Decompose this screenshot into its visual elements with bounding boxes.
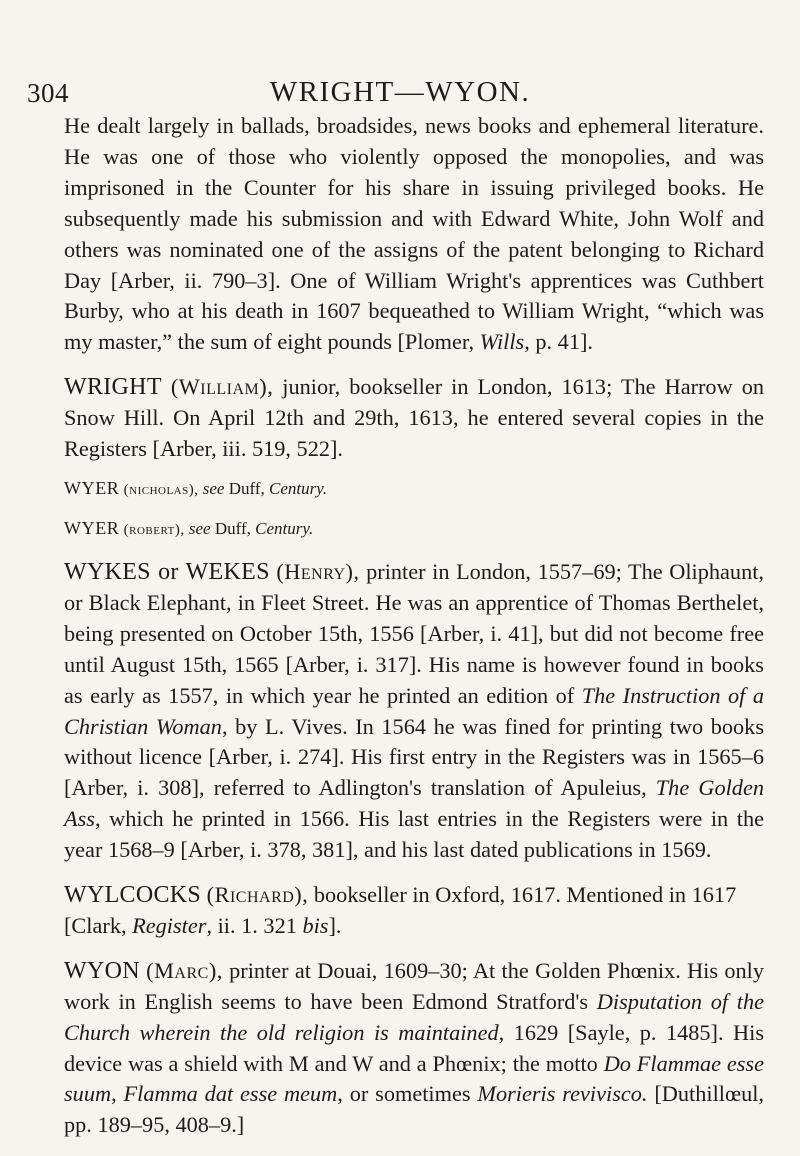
italic-title: The Instruction of a Christian Woman bbox=[64, 682, 765, 739]
italic-word: bis bbox=[302, 912, 329, 938]
entry-wylcocks-richard bbox=[64, 880, 764, 942]
entry-wright-william bbox=[64, 372, 764, 465]
entry-text: , by L. Vives. In 1564 he was fined for printing two books without licence [Arber, i. 274]. His first entry in the Registers was in 1565–6 [Arber, i. 308], referred to Adlington's translation of Apuleius, bbox=[64, 713, 765, 801]
page-number: 304 bbox=[27, 78, 69, 108]
entry-headword: WYER bbox=[64, 477, 120, 498]
entry-headword: WRIGHT bbox=[64, 374, 162, 401]
see-reference: see bbox=[198, 478, 225, 498]
entry-text: , 1629 [Sayle, p. 1485]. His device was a shield with M and W and a Phœnix; the motto bbox=[64, 1019, 764, 1076]
entry-text: ]. bbox=[328, 912, 342, 938]
italic-motto: Morieris revivisco. bbox=[477, 1081, 648, 1107]
entry-wykes-henry bbox=[64, 557, 764, 866]
entry-forename: (robert), bbox=[123, 521, 185, 538]
entry-headword: WYLCOCKS bbox=[64, 882, 202, 909]
entry-text: bookseller in Oxford, 1617. Mentioned in 1617 [Clark, bbox=[64, 882, 737, 938]
entry-text: , which he printed in 1566. His last entries in the Registers were in the year 1568–9 [Arber, i. 378, 381], and his last dated publications in 1569. bbox=[64, 806, 764, 863]
entry-text: , bbox=[111, 1081, 124, 1107]
italic-title: Wills bbox=[479, 329, 525, 355]
entry-forename: (Henry), bbox=[276, 558, 360, 584]
entry-forename: (William), bbox=[170, 374, 274, 400]
entry-text: , p. 41]. bbox=[524, 329, 593, 355]
page-header bbox=[0, 66, 800, 106]
entry-wyer-nicholas bbox=[64, 475, 764, 503]
entry-forename: (Richard), bbox=[206, 882, 309, 908]
entry-text: Duff, bbox=[210, 518, 256, 538]
entry-text: [Duthillœul, pp. 189–95, 408–9.] bbox=[64, 1081, 764, 1138]
italic-title: Century. bbox=[269, 478, 328, 498]
entry-wyer-robert bbox=[64, 515, 764, 543]
italic-title: Register bbox=[132, 912, 207, 938]
see-reference: see bbox=[184, 518, 211, 538]
italic-title: Disputation of the Church wherein the old religion is maintained bbox=[64, 988, 764, 1045]
entry-text: He dealt largely in ballads, broadsides, news books and ephemeral literature. He was one of those who violently opposed the monopolies, and was imprisoned in the Counter for his share in issuing privileged books. He subsequently made his submission and with Edward White, John Wolf and others was nominated one of the assigns of the patent belonging to Richard Day [Arber, ii. 790–3]. One of William Wright's apprentices was Cuthbert Burby, who at his death in 1607 bequeathed to William Wright, “which was my master,” the sum of eight pounds [Plomer, bbox=[64, 113, 764, 355]
entry-text: printer at Douai, 1609–30; At the Golden Phœnix. His only work in English seems to have been Edmond Stratford's bbox=[64, 957, 764, 1014]
italic-title: The Golden Ass bbox=[64, 775, 764, 832]
entry-headword: WYER bbox=[64, 517, 120, 538]
entry-text: junior, bookseller in London, 1613; The Harrow on Snow Hill. On April 12th and 29th, 1613, he entered several copies in the Registers [Arber, iii. 519, 522]. bbox=[64, 374, 765, 462]
entry-text: printer in London, 1557–69; The Oliphaunt, or Black Elephant, in Fleet Street. He was an apprentice of Thomas Berthelet, being presented on October 15th, 1556 [Arber, i. 41], but did not become free until August 15th, 1565 [Arber, i. 317]. His name is however found in books as early as 1557, in which year he printed an edition of bbox=[64, 558, 764, 708]
running-head: WRIGHT—WYON. bbox=[269, 76, 531, 108]
entry-continuation bbox=[64, 111, 764, 358]
italic-title: Century. bbox=[255, 518, 314, 538]
italic-motto: Do Flammae esse suum bbox=[64, 1050, 764, 1107]
entry-forename: (Marc), bbox=[146, 957, 223, 983]
entry-headword: WYON bbox=[64, 957, 140, 984]
page-body bbox=[64, 111, 764, 1141]
italic-motto: Flamma dat esse meum bbox=[123, 1081, 338, 1107]
entry-text: , or sometimes bbox=[337, 1081, 478, 1107]
entry-forename: (nicholas), bbox=[123, 481, 199, 498]
entry-text: Duff, bbox=[224, 478, 270, 498]
entry-wyon-marc bbox=[64, 956, 764, 1141]
entry-text: , ii. 1. 321 bbox=[206, 912, 303, 938]
entry-headword: WYKES or WEKES bbox=[64, 558, 270, 585]
